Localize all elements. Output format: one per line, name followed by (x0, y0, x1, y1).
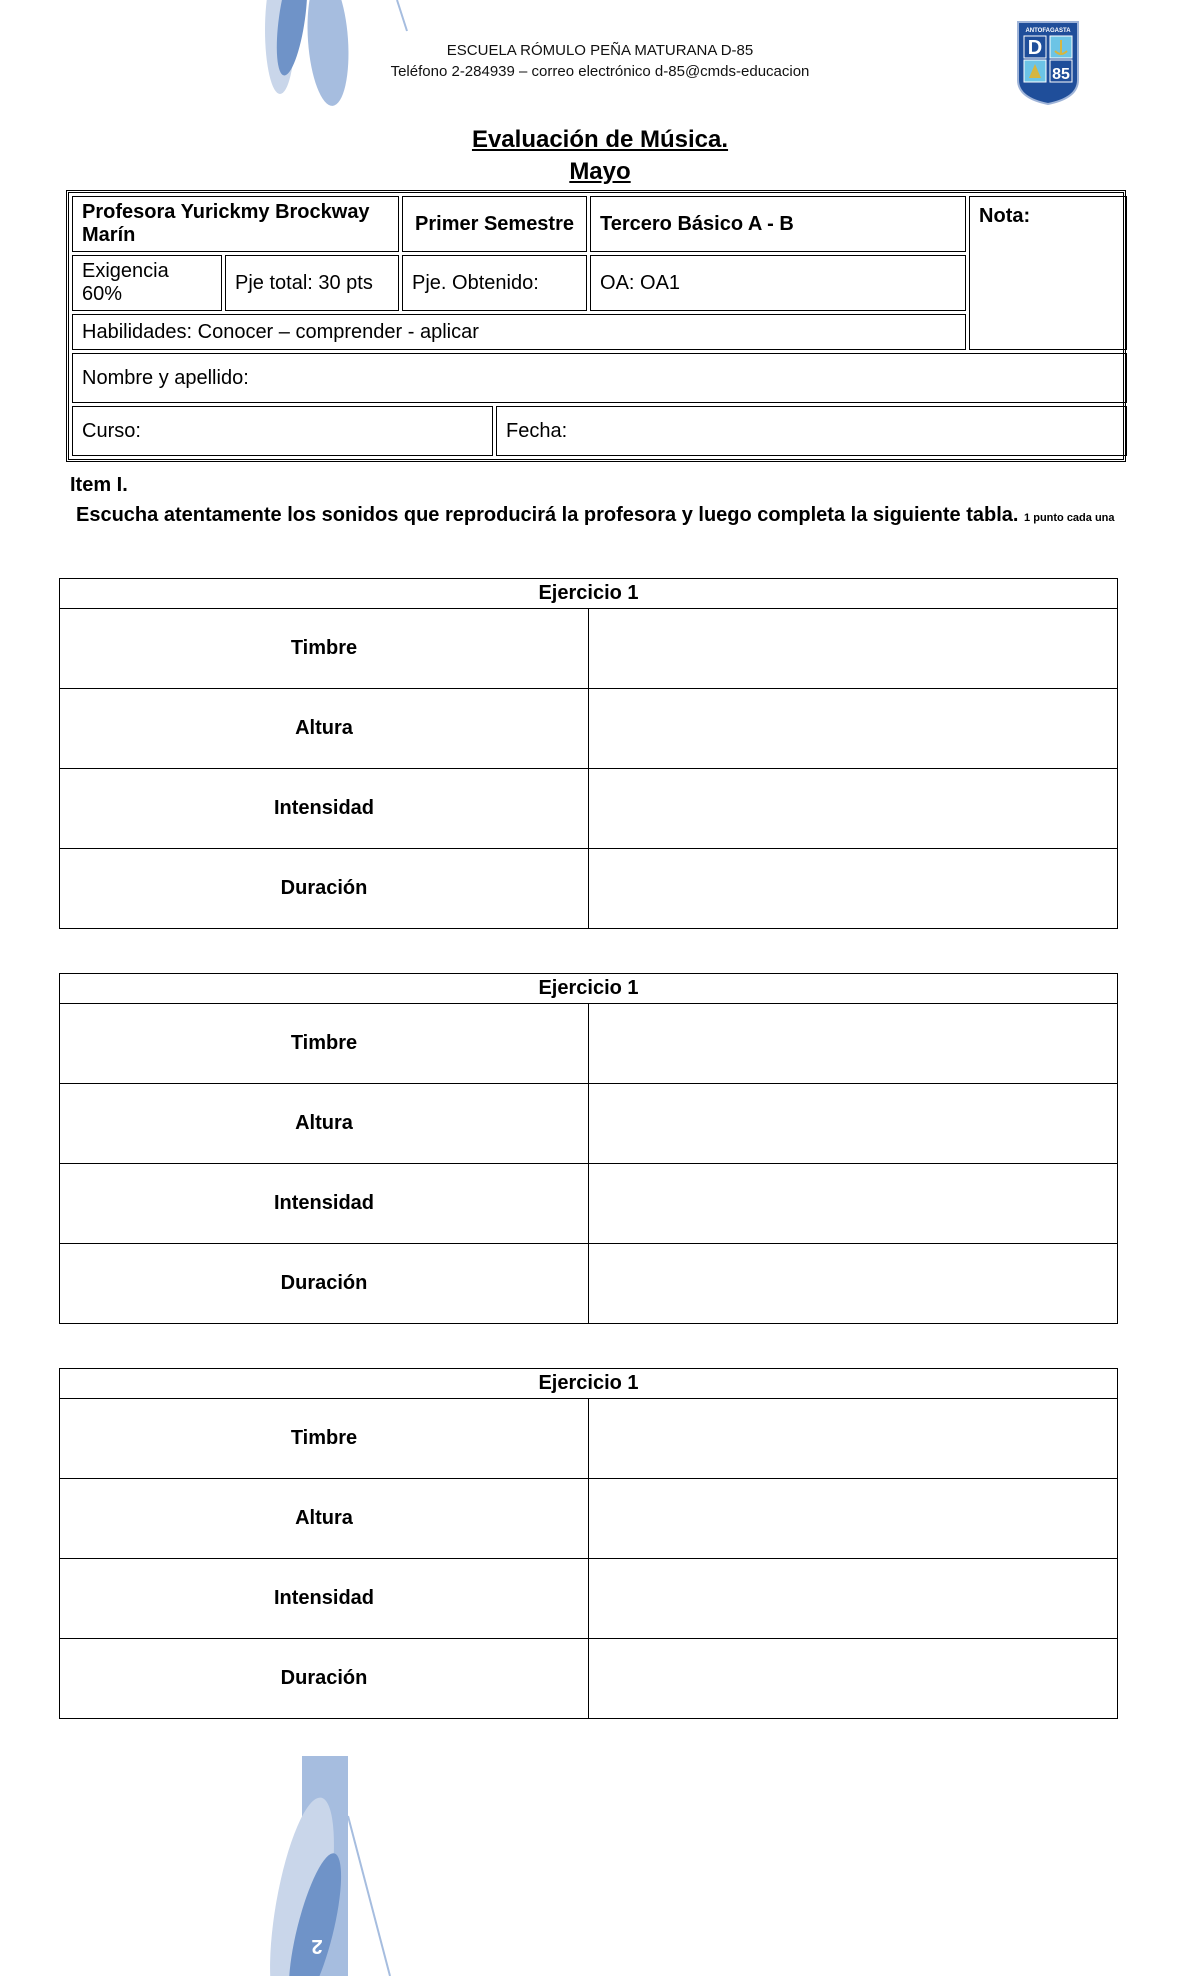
answer-cell-intensidad[interactable] (589, 769, 1118, 849)
row-label-altura: Altura (60, 689, 589, 769)
exam-title-line2: Mayo (569, 158, 631, 185)
exercise-table-3 (59, 1368, 1118, 1719)
total-score: Pje total: 30 pts (225, 255, 399, 311)
row-label-duracion: Duración (60, 1639, 589, 1719)
course-field[interactable]: Curso: (72, 406, 493, 456)
grade-level: Tercero Básico A - B (590, 196, 966, 252)
answer-cell-altura[interactable] (589, 689, 1118, 769)
item-section (70, 470, 1170, 533)
school-header (300, 40, 900, 82)
exercise-title: Ejercicio 1 (60, 1369, 1118, 1399)
exercise-table-1 (59, 578, 1118, 929)
answer-cell-timbre[interactable] (589, 1004, 1118, 1084)
learning-objective: OA: OA1 (590, 255, 966, 311)
exercise-table-2 (59, 973, 1118, 1324)
school-name: ESCUELA RÓMULO PEÑA MATURANA D-85 (446, 42, 754, 59)
page-number: 2 (311, 1935, 323, 1957)
skills: Habilidades: Conocer – comprender - aplicar (72, 314, 966, 350)
exercise-title: Ejercicio 1 (60, 974, 1118, 1004)
exam-title-line1: Evaluación de Música. (471, 126, 729, 153)
row-label-timbre: Timbre (60, 1399, 589, 1479)
answer-cell-intensidad[interactable] (589, 1164, 1118, 1244)
row-label-timbre: Timbre (60, 1004, 589, 1084)
exam-title (0, 124, 1200, 188)
student-name-field[interactable]: Nombre y apellido: (72, 353, 1127, 403)
crest-letter: D (1027, 37, 1043, 59)
answer-cell-altura[interactable] (589, 1084, 1118, 1164)
nota-label: Nota: (979, 205, 1031, 227)
row-label-intensidad: Intensidad (60, 1559, 589, 1639)
obtained-score-field[interactable]: Pje. Obtenido: (402, 255, 587, 311)
row-label-intensidad: Intensidad (60, 769, 589, 849)
exigencia: Exigencia 60% (72, 255, 222, 311)
crest-number: 85 (1052, 66, 1070, 83)
answer-cell-intensidad[interactable] (589, 1559, 1118, 1639)
exam-info-table (69, 193, 1130, 459)
semester: Primer Semestre (402, 196, 587, 252)
row-label-duracion: Duración (60, 849, 589, 929)
answer-cell-timbre[interactable] (589, 1399, 1118, 1479)
teacher-name: Profesora Yurickmy Brockway Marín (72, 196, 399, 252)
item-instruction: Escucha atentamente los sonidos que reproducirá la profesora y luego completa la siguiente tabla. (76, 504, 1019, 526)
nota-field[interactable] (969, 196, 1127, 350)
exercise-title: Ejercicio 1 (60, 579, 1118, 609)
answer-cell-duracion[interactable] (589, 1244, 1118, 1324)
crest-top-text: ANTOFAGASTA (1025, 28, 1071, 34)
row-label-duracion: Duración (60, 1244, 589, 1324)
row-label-altura: Altura (60, 1084, 589, 1164)
school-crest-logo (1015, 20, 1081, 106)
footer-decoration (260, 1756, 410, 1976)
item-title: Item I. (70, 474, 128, 496)
row-label-intensidad: Intensidad (60, 1164, 589, 1244)
row-label-altura: Altura (60, 1479, 589, 1559)
answer-cell-timbre[interactable] (589, 609, 1118, 689)
answer-cell-altura[interactable] (589, 1479, 1118, 1559)
row-label-timbre: Timbre (60, 609, 589, 689)
exam-info-box (66, 190, 1126, 462)
answer-cell-duracion[interactable] (589, 1639, 1118, 1719)
item-points: 1 punto cada una (1024, 512, 1115, 524)
school-contact: Teléfono 2-284939 – correo electrónico d-85@cmds-educacion (390, 63, 810, 80)
answer-cell-duracion[interactable] (589, 849, 1118, 929)
date-field[interactable]: Fecha: (496, 406, 1127, 456)
